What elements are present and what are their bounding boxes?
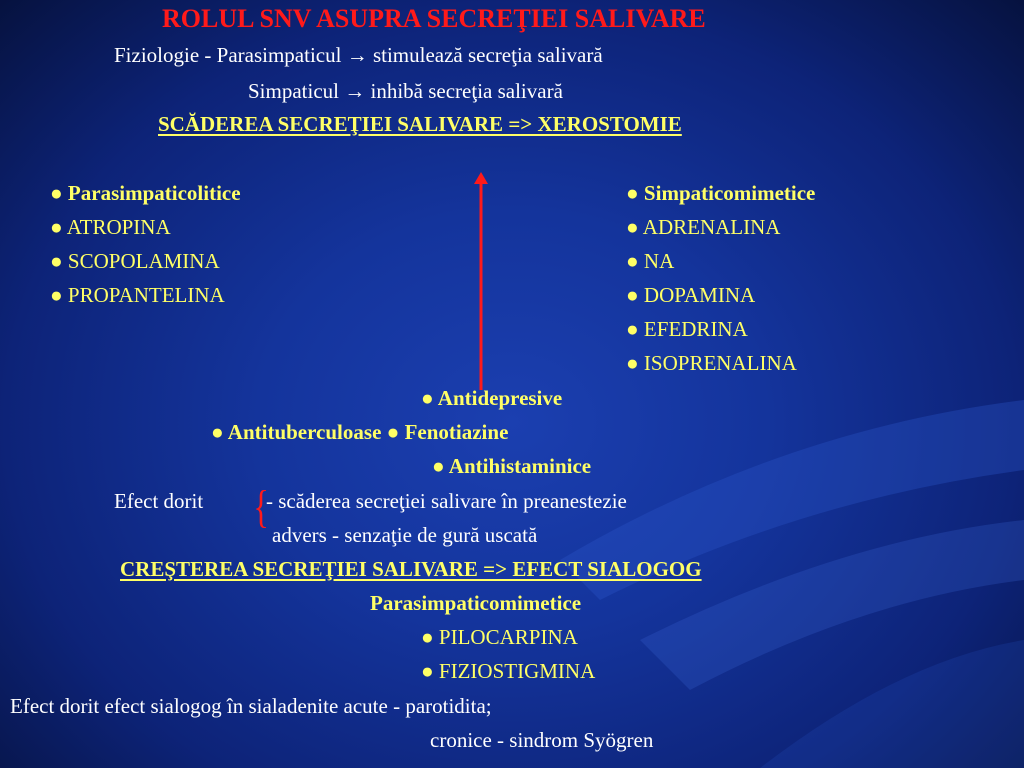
desired-effect-line-1: Efect dorit efect sialogog în sialadenite acute - parotidita; [10, 694, 492, 718]
up-arrow-icon [474, 172, 488, 390]
decrease-heading: SCĂDEREA SECREŢIEI SALIVARE => XEROSTOMIE [158, 112, 682, 136]
effect-desired: - scăderea secreţiei salivare în preanestezie [266, 489, 627, 513]
antidepressants-item: ● Antidepresive [421, 386, 563, 410]
left-list-item: ● SCOPOLAMINA [50, 249, 220, 273]
right-list-header: ● Simpaticomimetice [626, 181, 816, 205]
increase-item: ● PILOCARPINA [421, 625, 578, 649]
physiology-line-2: Simpaticul → inhibă secreţia salivară [248, 79, 563, 103]
increase-heading: CREŞTEREA SECREŢIEI SALIVARE => EFECT SIALOGOG [120, 557, 702, 581]
physiology-line-1: Fiziologie - Parasimpaticul → stimulează secreţia salivară [114, 43, 603, 67]
right-list-item: ● ISOPRENALINA [626, 351, 797, 375]
right-list-item: ● EFEDRINA [626, 317, 748, 341]
effect-label: Efect dorit [114, 489, 204, 513]
antihistamines-item: ● Antihistaminice [432, 454, 592, 478]
effect-brace: { [253, 481, 269, 532]
increase-item: ● FIZIOSTIGMINA [421, 659, 596, 683]
antitb-phenothiazines-item: ● Antituberculoase ● Fenotiazine [211, 420, 509, 444]
desired-effect-line-2: cronice - sindrom Syögren [430, 728, 654, 752]
slide-title: ROLUL SNV ASUPRA SECREŢIEI SALIVARE [162, 4, 706, 33]
left-list-header: ● Parasimpaticolitice [50, 181, 241, 205]
right-list-item: ● DOPAMINA [626, 283, 756, 307]
effect-adverse: advers - senzaţie de gură uscată [272, 523, 538, 547]
right-list-item: ● ADRENALINA [626, 215, 781, 239]
right-list-item: ● NA [626, 249, 675, 273]
left-list-item: ● PROPANTELINA [50, 283, 225, 307]
left-list-item: ● ATROPINA [50, 215, 171, 239]
increase-class: Parasimpaticomimetice [370, 591, 582, 615]
